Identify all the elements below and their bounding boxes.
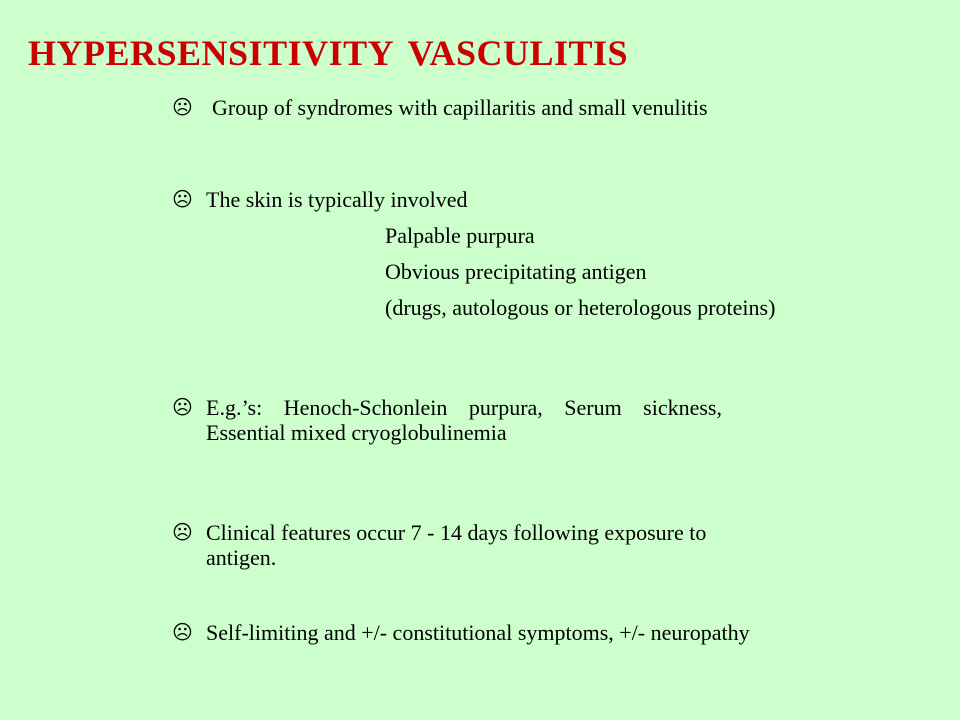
bullet-text: E.g.’s: Henoch-Schonlein purpura, Serum sickness, Essential mixed cryoglobulinemia: [206, 395, 722, 445]
bullet-item: [172, 95, 772, 120]
sub-item: Obvious precipitating antigen: [385, 259, 647, 284]
bullet-item: [172, 395, 772, 445]
bullet-text: Self-limiting and +/- constitutional symptoms, +/- neuropathy: [206, 620, 750, 645]
smiley-icon: ☹: [172, 395, 193, 419]
smiley-icon: ☹: [172, 187, 193, 211]
smiley-icon: ☹: [172, 520, 193, 544]
smiley-icon: ☹: [172, 620, 193, 644]
bullet-text: Group of syndromes with capillaritis and small venulitis: [212, 95, 708, 120]
bullet-item: [172, 187, 772, 212]
sub-item: Palpable purpura: [385, 223, 535, 248]
sub-item: (drugs, autologous or heterologous proteins): [385, 295, 776, 320]
bullet-item: [172, 520, 772, 570]
bullet-text: Clinical features occur 7 - 14 days following exposure to antigen.: [206, 520, 707, 570]
bullet-item: [172, 620, 772, 645]
bullet-text: The skin is typically involved: [206, 187, 468, 212]
slide-title: HYPERSENSITIVITY VASCULITIS: [28, 33, 629, 73]
smiley-icon: ☹: [172, 95, 193, 119]
